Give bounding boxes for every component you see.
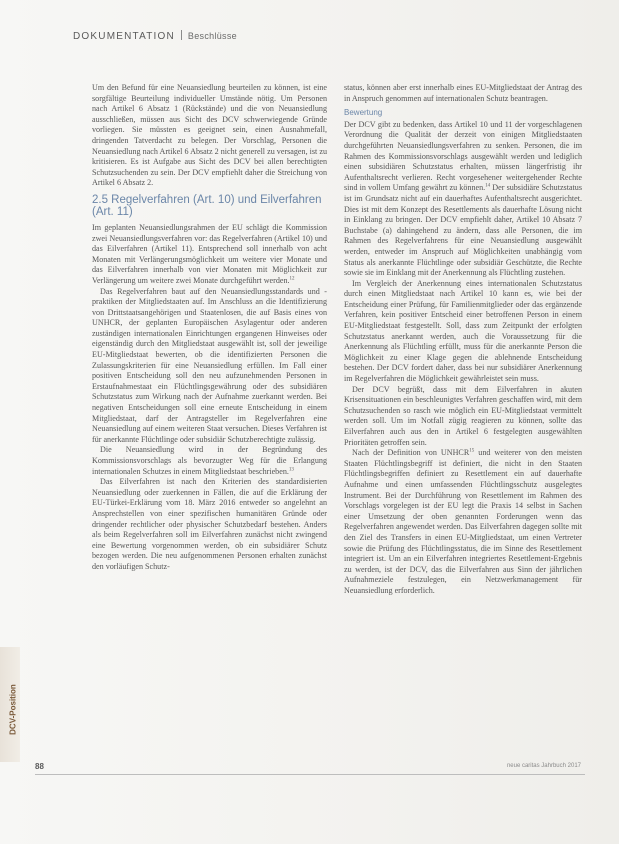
paragraph [344, 120, 582, 279]
section-title: DOKUMENTATION [73, 31, 175, 42]
footer-source: neue caritas Jahrbuch 2017 [506, 763, 581, 769]
header-divider [181, 30, 182, 40]
page-number: 88 [35, 762, 44, 771]
paragraph [344, 448, 582, 596]
paragraph: Im Vergleich der Anerkennung eines internationalen Schutzstatus durch einen Mitgliedstaat nach Artikel 10 kann es, wie bei der Entscheidung einer Prüfung, für Familienmitglieder oder das ergänzende Verfahren, kein positiver Entscheid einer betroffenen Person in einem EU-Mitgliedstaat festgestellt. Soll, dass zum Zeitpunkt der erfolgten Schutzstatus anerkannt werden, auch die Voraussetzung für die Anerkennung als Flüchtling erfüllt, muss für die anerkannte Person die Möglichkeit zu einer Klage gegen die ablehnende Entscheidung bestehen. Der DCV fordert daher, dass bei nur subsidiärer Anerkennung im Regelverfahren die Möglichkeit gewährleistet sein muss. [344, 278, 582, 384]
section-heading: 2.5 Regelverfahren (Art. 10) und Eilverfahren (Art. 11) [92, 193, 322, 219]
right-column [344, 83, 582, 597]
subheading: Bewertung [344, 108, 383, 118]
paragraph-text: Im geplanten Neuansiedlungsrahmen der EU schlägt die Kommission zwei Neuansiedlungsverfahren vor: das Regelverfahren (Artikel 10) und das Eilverfahren (Artikel 11). Entsprechend soll innerhalb von acht Monaten mit Verlängerungsmöglichkeit um weitere vier Monate und das Eilverfahren innerhalb von vier Monaten mit Möglichkeit zur Verlängerung um weitere zwei Monate durchgeführt werden. [92, 222, 327, 285]
paragraph [92, 223, 327, 287]
paragraph-text: Der DCV gibt zu bedenken, dass Artikel 10 und 11 der vorgeschlagenen Verordnung die Qualität der derzeit von einigen Mitgliedstaaten durchgeführten Neuansiedlungsverfahren zu senken. Personen, die im Rahmen des Kommissionsvorschlags ausgewählt werden und lediglich einen subsidiären Schutzstatus erhalten, müssen längerfristig ihr Aufenthaltsrecht verlieren. Recht vorgesehener weitergehender Rechte sind in vollem Umfang gewährt zu können. [344, 119, 582, 193]
paragraph-text: Die Neuansiedlung wird in der Begründung des Kommissionsvorschlags als bevorzugter Weg für die Erlangung internationalen Schutzes in einem Mitgliedstaat beschrieben. [92, 445, 327, 476]
running-head [73, 30, 237, 42]
paragraph-text: Nach der Definition von UNHCR [352, 448, 470, 458]
left-column [92, 83, 327, 573]
paragraph: Das Eilverfahren ist nach den Kriterien des standardisierten Neuansiedlung oder zuerkennen in Fällen, die auf die Erklärung der EU-Türkei-Erklärung vom 18. März 2016 entweder so angelehnt an Ansprechstellen von einer spezifischen humanitären Gründe oder dringender rechtlicher oder physischer Schutzbedarf bestehen. Anders als beim Regelverfahren soll im Eilverfahren zunächst nicht zwingend eine Bewertung vorgenommen werden, ob ein subsidiärer Schutz bezogen werden. Die neu aufgenommenen Personen erhalten zunächst den vorläufigen Schutz- [92, 477, 327, 571]
side-label: DCV-Position [8, 684, 18, 735]
paragraph: Um den Befund für eine Neuansiedlung beurteilen zu können, ist eine sorgfältige Beurteilung individueller Umstände nötig. Um Personen nach Artikel 6 Absatz 1 (Rückstände) und die von Neuansiedlung ausschließen, müssen aus Sicht des DCV schwerwiegende Gründe vorliegen. Sie müssten es geeignet sein, einen Ausnahmefall, dringenden Tatverdacht zu belegen. Der Vorschlag, Personen die Neuansiedlung nach Artikel 6 Absatz 2 nicht generell zu versagen, ist zu kritisieren. Es ist Aufgabe aus Sicht des DCV bei allen berechtigten Schutzsuchenden zu sein. Der DCV empfiehlt daher die Streichung von Artikel 6 Absatz 2. [92, 83, 327, 188]
paragraph-text: und weiterer von den meisten Staaten Flüchtlingsbegriff ist definiert, die nicht in den Staaten Flüchtlingsbegriffen definiert zu Resettlement ein auf dauerhafte Aufnahme und einen umfassenden Flüchtlingsschutz ausgelegtes Instrument. Bei der Durchführung von Resettlement im Rahmen des Vorschlags vorgelegen ist der EU legt die Praxis 14 selbst in Sachen einer Umsetzung der oben genannten Forderungen wenn das Regelverfahren angewendet werden. Das Eilverfahren dagegen sollte mit den Ziel des Transfers in einen EU-Mitgliedstaat, um einen Vertreter sowie die Prüfung des Flüchtlingsstatus, die im Sinne des Resettlement integriert ist. Um an ein Eilverfahren integriertes Resettlement-Ergebnis zu werden, ist der DCV, das die Eilverfahren aus Sinn der jährlichen Aufnahmeziele festzulegen, ein Netzwerkmanagement für Neuansiedlung erforderlich. [344, 448, 582, 595]
paragraph-text: Der subsidiäre Schutzstatus ist im Grundsatz nicht auf ein dauerhaftes Aufenthaltsrecht ausgerichtet. Dies ist mit dem Konzept des Resettlements als dauerhafte Lösung nicht in Einklang zu bringen. Der DCV empfiehlt daher, Artikel 10 Absatz 7 Buchstabe (a) dahingehend zu ändern, dass alle Personen, die im Rahmen des Regelverfahrens für eine Neuansiedlung ausgewählt werden, entweder im Anspruch auf Möglichkeiten unabhängig vom Status als anerkannte Flüchtlinge oder subsidiär Geschützte, die Rechte sowie sie im Einklang mit der Anerkennung als Flüchtling zustehen. [344, 183, 582, 278]
footer-rule [35, 774, 585, 775]
paragraph: Das Regelverfahren baut auf den Neuansiedlungsstandards und -praktiken der Mitgliedstaaten auf. Im Anschluss an die Identifizierung von Drittstaatsangehörigen und Staatenlosen, die auf Basis eines von UNHCR, der geplanten Europäischen Asylagentur oder anderen zuständigen internationalen Einrichtungen ergangenen Hinweises oder eigenständig durch den Mitgliedstaat ausgewählt ist, soll der jeweilige EU-Mitgliedstaat bewerten, ob die identifizierten Personen die Zulassungskriterien für eine Neuansiedlung erfüllen. Im Fall einer positiven Entscheidung soll den neu aufzunehmenden Personen in Erstaufnahmestaat ein Flüchtlingsgewährung oder des subsidiären Schutzstatus zum Wirkung nach der Aufnahme zuerkannt werden. Bei negativen Entscheidungen soll eine erneute Entscheidung in einem Mitgliedstaat, darf der Antragsteller im Regelverfahren eine Neuansiedlung auf einem weiteren Staat versuchen. Dieses Verfahren ist für anerkannte Flüchtlinge oder subsidiär Schutzberechtigte zulässig. [92, 286, 327, 444]
footnote-marker: 12 [289, 276, 295, 282]
subsection-title: Beschlüsse [187, 31, 237, 41]
paragraph: Der DCV begrüßt, dass mit dem Eilverfahren in akuten Krisensituationen ein beschleunigtes Verfahren geschaffen wird, mit dem Schutzsuchenden so rasch wie möglich ein EU-Mitgliedstaat vermittelt werden soll. Um im Notfall zügig reagieren zu können, sollte das Eilverfahren auch aus den in Artikel 6 festgelegten ausgewählten Prioritäten getroffen sein. [344, 384, 582, 447]
paragraph [92, 445, 327, 477]
paragraph: status, können aber erst innerhalb eines EU-Mitgliedstaat der Antrag des in Anspruch genommen auf internationalen Schutz beantragen. [344, 83, 582, 103]
footnote-marker: 14 [485, 183, 491, 189]
footnote-marker: 15 [469, 448, 475, 454]
footnote-marker: 13 [288, 466, 294, 472]
